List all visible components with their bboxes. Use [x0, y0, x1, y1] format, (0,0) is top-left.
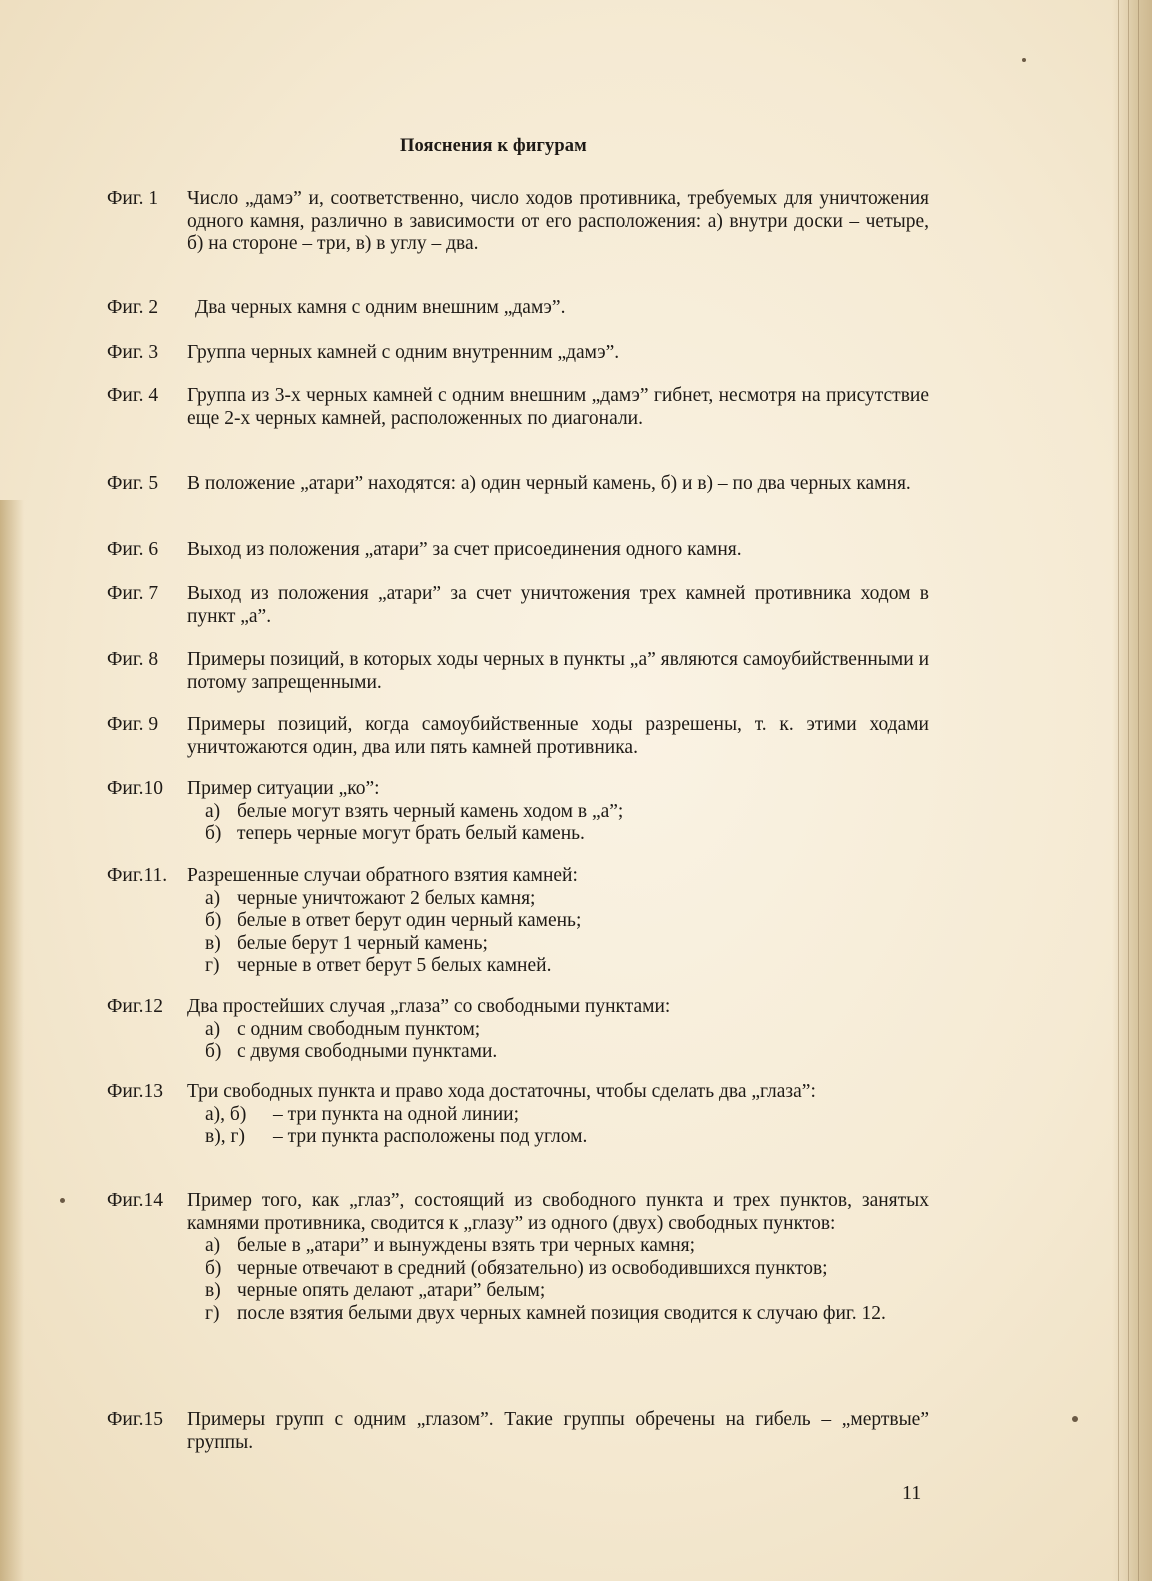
sub-item-letter: а): [205, 887, 221, 909]
sub-item-letter: б): [205, 1041, 222, 1062]
sub-item-letter: г): [205, 955, 220, 976]
figure-label: Фиг. 2: [107, 297, 159, 318]
paper-speck: [1072, 1416, 1078, 1422]
figure-description: Примеры позиций, в которых ходы черных в пункты „а” являются самоубийственными и потому запрещенными.: [187, 649, 929, 693]
figure-description: В положение „атари” находятся: а) один черный камень, б) и в) – по два черных камня.: [187, 473, 911, 494]
sub-item-text: черные отвечают в средний (обязательно) из освободившихся пунктов;: [237, 1257, 828, 1279]
sub-item-letter: г): [205, 1302, 220, 1324]
figure-description: Число „дамэ” и, соответственно, число ходов противника, требуемых для уничтожения одного камня, различно в зависимости от его расположения: а) внутри доски – четыре, б) на стороне – три, в) в углу – два.: [187, 188, 929, 254]
sub-item: [205, 1280, 929, 1303]
page-edge-line: [1138, 0, 1139, 1581]
sub-item: [205, 823, 929, 846]
sub-item-letter: в): [205, 1280, 221, 1301]
figure-entry-11: [107, 865, 927, 978]
figure-entry-6: [107, 539, 927, 562]
sub-item: [205, 955, 929, 978]
figure-label: Фиг.14: [107, 1190, 164, 1211]
figure-description: Выход из положения „атари” за счет уничтожения трех камней противника ходом в пункт „а”.: [187, 583, 929, 627]
figure-entry-8: [107, 649, 927, 694]
sub-item-letter: а), б): [205, 1103, 247, 1125]
figure-entry-4: [107, 385, 927, 430]
figure-description: [187, 1081, 929, 1149]
sub-item: [205, 1303, 929, 1326]
sub-item-text: белые в ответ берут один черный камень;: [237, 910, 582, 931]
figure-intro: Три свободных пункта и право хода достаточны, чтобы сделать два „глаза”:: [187, 1081, 816, 1102]
sub-item-text: черные опять делают „атари” белым;: [237, 1280, 546, 1301]
figure-entry-7: [107, 583, 927, 628]
sub-item-letter: а): [205, 800, 221, 822]
figure-label: Фиг. 4: [107, 385, 159, 406]
figure-description: Два черных камня с одним внешним „дамэ”.: [195, 297, 566, 318]
sub-item-text: – три пункта расположены под углом.: [273, 1126, 588, 1147]
paper-speck: [1022, 58, 1026, 62]
sub-item-letter: а): [205, 1235, 221, 1256]
sub-item: [205, 1235, 929, 1258]
figure-entry-15: [107, 1409, 927, 1454]
figure-label: Фиг. 7: [107, 583, 159, 604]
figure-entry-2: [107, 297, 927, 320]
figure-label: Фиг.11.: [107, 865, 168, 886]
figure-label: Фиг. 6: [107, 539, 159, 560]
sub-item-text: – три пункта на одной линии;: [273, 1103, 520, 1125]
page-edge-line: [1128, 0, 1129, 1581]
paper-speck: [60, 1198, 65, 1203]
sub-item: [205, 1019, 929, 1042]
figure-label: Фиг. 5: [107, 473, 159, 494]
page-left-edge-wear: [0, 500, 24, 1581]
figure-entry-13: [107, 1081, 927, 1149]
figure-entry-1: [107, 188, 927, 256]
figure-description: [187, 1190, 929, 1325]
sub-item-letter: б): [205, 910, 222, 931]
sub-item-letter: в), г): [205, 1126, 245, 1147]
figure-entry-10: [107, 778, 927, 846]
figure-description: [187, 865, 929, 978]
figure-entry-3: [107, 342, 927, 365]
figure-description: [187, 778, 929, 846]
figure-label: Фиг.12: [107, 996, 164, 1017]
sub-item: [205, 933, 929, 956]
figure-label: Фиг. 9: [107, 714, 159, 735]
sub-item: [205, 888, 929, 911]
sub-item-text: черные уничтожают 2 белых камня;: [237, 887, 536, 909]
sub-item-text: после взятия белыми двух черных камней позиция сводится к случаю фиг. 12.: [237, 1302, 886, 1324]
figure-intro: Разрешенные случаи обратного взятия камней:: [187, 865, 578, 886]
figure-description: Примеры позиций, когда самоубийственные ходы разрешены, т. к. этими ходами уничтожаются один, два или пять камней противника.: [187, 714, 929, 758]
sub-item: [205, 910, 929, 933]
figure-entry-9: [107, 714, 927, 759]
figure-label: Фиг.10: [107, 778, 164, 799]
sub-item-text: теперь черные могут брать белый камень.: [237, 823, 585, 844]
figure-description: Группа черных камней с одним внутренним „дамэ”.: [187, 342, 620, 363]
sub-item-text: белые в „атари” и вынуждены взять три черных камня;: [237, 1235, 696, 1256]
figure-description: Группа из 3-х черных камней с одним внешним „дамэ” гибнет, несмотря на присутствие еще 2-х черных камней, расположенных по диагонали.: [187, 385, 929, 429]
sub-item-text: с одним свободным пунктом;: [237, 1018, 481, 1040]
sub-item-text: черные в ответ берут 5 белых камней.: [237, 955, 552, 976]
sub-item-text: с двумя свободными пунктами.: [237, 1041, 498, 1062]
figure-intro: Два простейших случая „глаза” со свободными пунктами:: [187, 996, 671, 1017]
sub-item-letter: б): [205, 823, 222, 844]
sub-item-text: белые могут взять черный камень ходом в „а”;: [237, 800, 624, 822]
page-number: 11: [902, 1482, 922, 1504]
figure-intro: Пример ситуации „ко”:: [187, 778, 380, 799]
figure-description: Выход из положения „атари” за счет присоединения одного камня.: [187, 539, 742, 560]
page-edge-line: [1118, 0, 1119, 1581]
sub-item-letter: в): [205, 932, 221, 954]
figure-label: Фиг. 3: [107, 342, 159, 363]
sub-item: [205, 1258, 929, 1281]
figure-entry-12: [107, 996, 927, 1064]
sub-item-text: белые берут 1 черный камень;: [237, 932, 488, 954]
figure-label: Фиг.15: [107, 1409, 164, 1430]
figure-label: Фиг.13: [107, 1081, 164, 1102]
sub-item: [205, 1126, 929, 1149]
figure-entry-5: [107, 473, 927, 496]
sub-item: [205, 801, 929, 824]
sub-item-letter: а): [205, 1018, 221, 1040]
page-title: Пояснения к фигурам: [400, 136, 587, 156]
figure-label: Фиг. 8: [107, 649, 159, 670]
figure-description: Примеры групп с одним „глазом”. Такие группы обречены на гибель – „мертвые” группы.: [187, 1409, 929, 1453]
figure-intro: Пример того, как „глаз”, состоящий из свободного пункта и трех пунктов, занятых камнями противника, сводится к „глазу” из одного (двух) свободных пунктов:: [187, 1190, 929, 1234]
sub-item-letter: б): [205, 1257, 222, 1279]
sub-item: [205, 1041, 929, 1064]
figure-label: Фиг. 1: [107, 188, 159, 209]
figure-description: [187, 996, 929, 1064]
figure-entry-14: [107, 1190, 927, 1325]
sub-item: [205, 1104, 929, 1127]
